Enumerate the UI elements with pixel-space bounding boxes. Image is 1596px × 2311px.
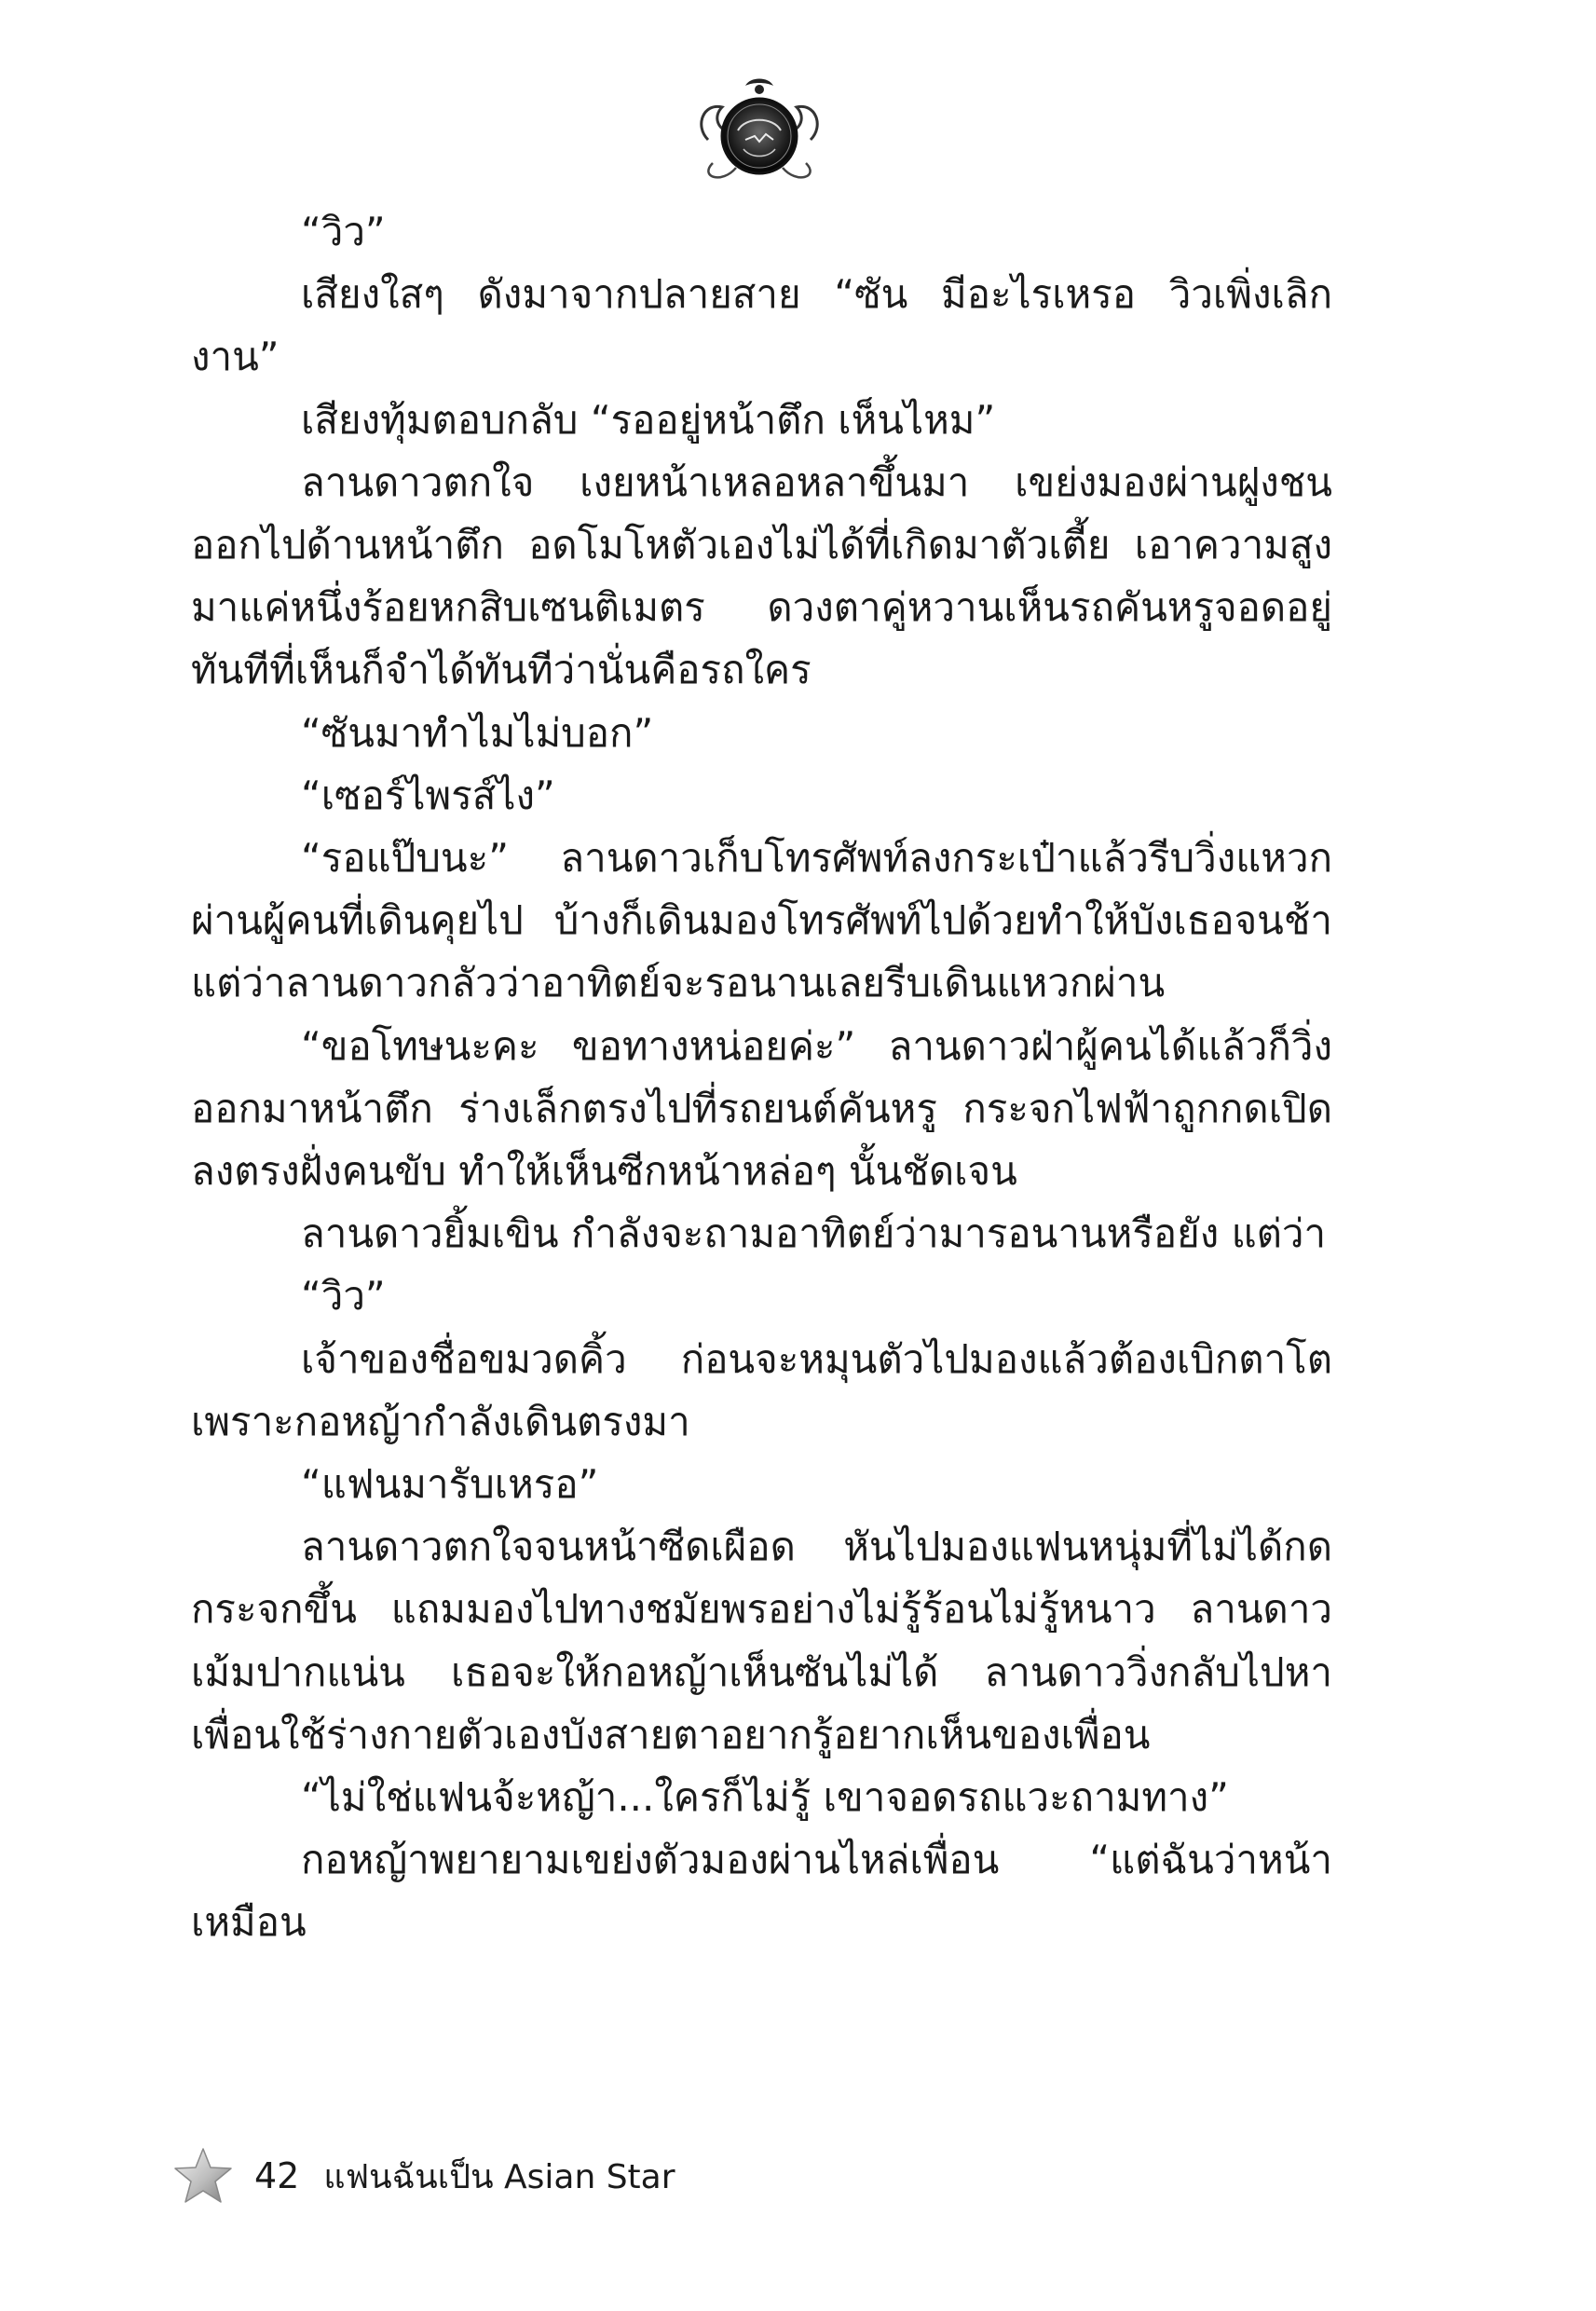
- paragraph: “ไม่ใช่แฟนจ้ะหญ้า...ใครก็ไม่รู้ เขาจอดรถแวะถามทาง”: [301, 1774, 1229, 1821]
- paragraph: เสียงใสๆ ดังมาจากปลายสาย “ซัน มีอะไรเหรอ วิวเพิ่งเลิกงาน”: [191, 271, 1332, 380]
- paragraph: ลานดาวยิ้มเขิน กำลังจะถามอาทิตย์ว่ามารอนานหรือยัง แต่ว่า: [301, 1210, 1327, 1257]
- paragraph: กอหญ้าพยายามเขย่งตัวมองผ่านไหล่เพื่อน “แต่ฉันว่าหน้าเหมือน: [191, 1837, 1332, 1946]
- body-text: [191, 200, 1332, 1954]
- paragraph: “ขอโทษนะคะ ขอทางหน่อยค่ะ” ลานดาวฝ่าผู้คนได้แล้วก็วิ่งออกมาหน้าตึก ร่างเล็กตรงไปที่รถยนต์คันหรู กระจกไฟฟ้าถูกกดเปิดลงตรงฝั่งคนขับ ทำให้เห็นซีกหน้าหล่อๆ นั้นชัดเจน: [191, 1022, 1332, 1195]
- paragraph: ลานดาวตกใจ เงยหน้าเหลอหลาขึ้นมา เขย่งมองผ่านฝูงชนออกไปด้านหน้าตึก อดโมโหตัวเองไม่ได้ที่เกิดมาตัวเตี้ย เอาความสูงมาแค่หนึ่งร้อยหกสิบเซนติเมตร ดวงตาคู่หวานเห็นรถคันหรูจอดอยู่ทันทีที่เห็นก็จำได้ทันทีว่านั่นคือรถใคร: [191, 458, 1332, 693]
- paragraph: “แฟนมารับเหรอ”: [301, 1461, 599, 1508]
- paragraph: “วิว”: [301, 209, 386, 254]
- page-footer: [172, 2143, 675, 2208]
- paragraph: เสียงทุ้มตอบกลับ “รออยู่หน้าตึก เห็นไหม”: [301, 396, 996, 443]
- paragraph: “วิว”: [301, 1273, 386, 1320]
- header-emblem-logo: [689, 75, 829, 186]
- paragraph: เจ้าของชื่อขมวดคิ้ว ก่อนจะหมุนตัวไปมองแล้วต้องเบิกตาโตเพราะกอหญ้ากำลังเดินตรงมา: [191, 1335, 1332, 1444]
- ornate-emblem-icon: [689, 75, 829, 186]
- paragraph: “เซอร์ไพรส์ไง”: [301, 772, 555, 818]
- book-title: แฟนฉันเป็น Asian Star: [323, 2157, 675, 2196]
- paragraph: “ซันมาทำไมไม่บอก”: [301, 709, 654, 756]
- page-number: 42: [254, 2155, 300, 2196]
- star-icon: [172, 2147, 234, 2205]
- paragraph: “รอแป๊บนะ” ลานดาวเก็บโทรศัพท์ลงกระเป๋าแล้วรีบวิ่งแหวกผ่านผู้คนที่เดินคุยไป บ้างก็เดินมองโทรศัพท์ไปด้วยทำให้บังเธอจนช้า แต่ว่าลานดาวกลัวว่าอาทิตย์จะรอนานเลยรีบเดินแหวกผ่าน: [191, 835, 1332, 1006]
- paragraph: ลานดาวตกใจจนหน้าซีดเผือด หันไปมองแฟนหนุ่มที่ไม่ได้กดกระจกขึ้น แถมมองไปทางชมัยพรอย่างไม่รู้ร้อนไม่รู้หนาว ลานดาวเม้มปากแน่น เธอจะให้กอหญ้าเห็นซันไม่ได้ ลานดาววิ่งกลับไปหาเพื่อนใช้ร่างกายตัวเองบังสายตาอยากรู้อยากเห็นของเพื่อน: [191, 1524, 1332, 1757]
